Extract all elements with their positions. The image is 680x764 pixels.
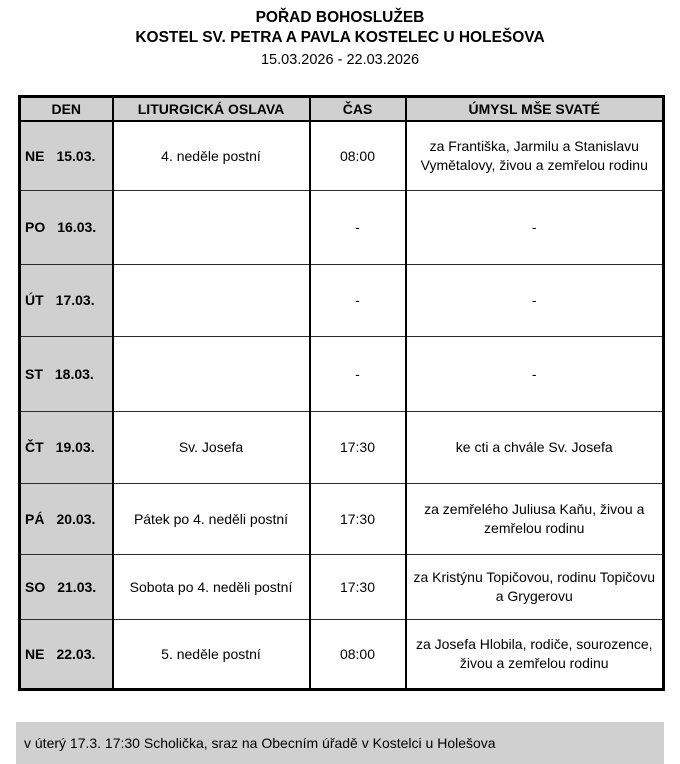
column-header-time: ČAS <box>310 97 406 122</box>
time-cell: - <box>310 337 406 412</box>
day-cell <box>20 555 113 620</box>
day-abbrev: ÚT <box>25 292 44 308</box>
day-abbrev: PO <box>25 219 46 235</box>
time-cell: 17:30 <box>310 412 406 484</box>
time-cell: 17:30 <box>310 484 406 555</box>
table-row <box>20 620 664 690</box>
time-cell: 17:30 <box>310 555 406 620</box>
day-date: 16.03. <box>57 219 97 235</box>
celebration-cell: Sv. Josefa <box>113 412 310 484</box>
column-header-den: DEN <box>20 97 113 122</box>
day-cell <box>20 265 113 337</box>
column-header-liturgical: LITURGICKÁ OSLAVA <box>113 97 310 122</box>
announcement-bar <box>16 722 664 764</box>
celebration-cell: 5. neděle postní <box>113 620 310 690</box>
page-title: POŘAD BOHOSLUŽEB <box>255 9 425 26</box>
intention-cell: ke cti a chvále Sv. Josefa <box>406 412 664 484</box>
day-cell <box>20 484 113 555</box>
time-cell: 08:00 <box>310 620 406 690</box>
intention-cell: - <box>406 337 664 412</box>
day-date: 20.03. <box>56 510 96 527</box>
celebration-cell: 4. neděle postní <box>113 121 310 191</box>
day-cell <box>20 620 113 690</box>
intention-cell: - <box>406 265 664 337</box>
day-abbrev: ST <box>25 365 43 382</box>
table-row <box>20 484 664 555</box>
table-row <box>20 191 664 265</box>
day-abbrev: SO <box>25 578 46 595</box>
table-row <box>20 121 664 191</box>
schedule-table <box>18 95 665 691</box>
day-abbrev: PÁ <box>25 510 45 527</box>
celebration-cell: Sobota po 4. neděli postní <box>113 555 310 620</box>
table-row <box>20 412 664 484</box>
day-abbrev: NE <box>25 147 45 164</box>
day-cell <box>20 337 113 412</box>
table-header-row <box>20 97 664 122</box>
table-row <box>20 265 664 337</box>
celebration-cell <box>113 191 310 265</box>
time-cell: - <box>310 191 406 265</box>
celebration-cell <box>113 265 310 337</box>
table-row <box>20 337 664 412</box>
day-date: 15.03. <box>56 147 96 164</box>
time-cell: - <box>310 265 406 337</box>
church-name: KOSTEL SV. PETRA A PAVLA KOSTELEC U HOLEŠOVA <box>135 29 545 46</box>
intention-cell: za zemřelého Juliusa Kaňu, živou a zemřelou rodinu <box>406 484 664 555</box>
week-date-range: 15.03.2026 - 22.03.2026 <box>260 52 420 68</box>
intention-cell: - <box>406 191 664 265</box>
day-cell <box>20 412 113 484</box>
day-date: 22.03. <box>56 645 96 662</box>
day-abbrev: ČT <box>25 439 44 455</box>
day-date: 18.03. <box>54 365 94 382</box>
time-cell: 08:00 <box>310 121 406 191</box>
day-date: 17.03. <box>55 292 95 308</box>
intention-cell: za Františka, Jarmilu a Stanislavu Vymětalovy, živou a zemřelou rodinu <box>406 121 664 191</box>
day-cell <box>20 121 113 191</box>
announcement-text: v úterý 17.3. 17:30 Scholička, sraz na Obecním úřadě v Kostelci u Holešova <box>24 735 496 751</box>
intention-cell: za Kristýnu Topičovou, rodinu Topičovu a Grygerovu <box>406 555 664 620</box>
table-row <box>20 555 664 620</box>
celebration-cell <box>113 337 310 412</box>
celebration-cell: Pátek po 4. neděli postní <box>113 484 310 555</box>
column-header-intention: ÚMYSL MŠE SVATÉ <box>406 97 664 122</box>
day-date: 19.03. <box>55 439 95 455</box>
intention-cell: za Josefa Hlobila, rodiče, sourozence, živou a zemřelou rodinu <box>406 620 664 690</box>
document-header <box>0 0 680 70</box>
day-abbrev: NE <box>25 645 45 662</box>
day-cell <box>20 191 113 265</box>
day-date: 21.03. <box>57 578 97 595</box>
